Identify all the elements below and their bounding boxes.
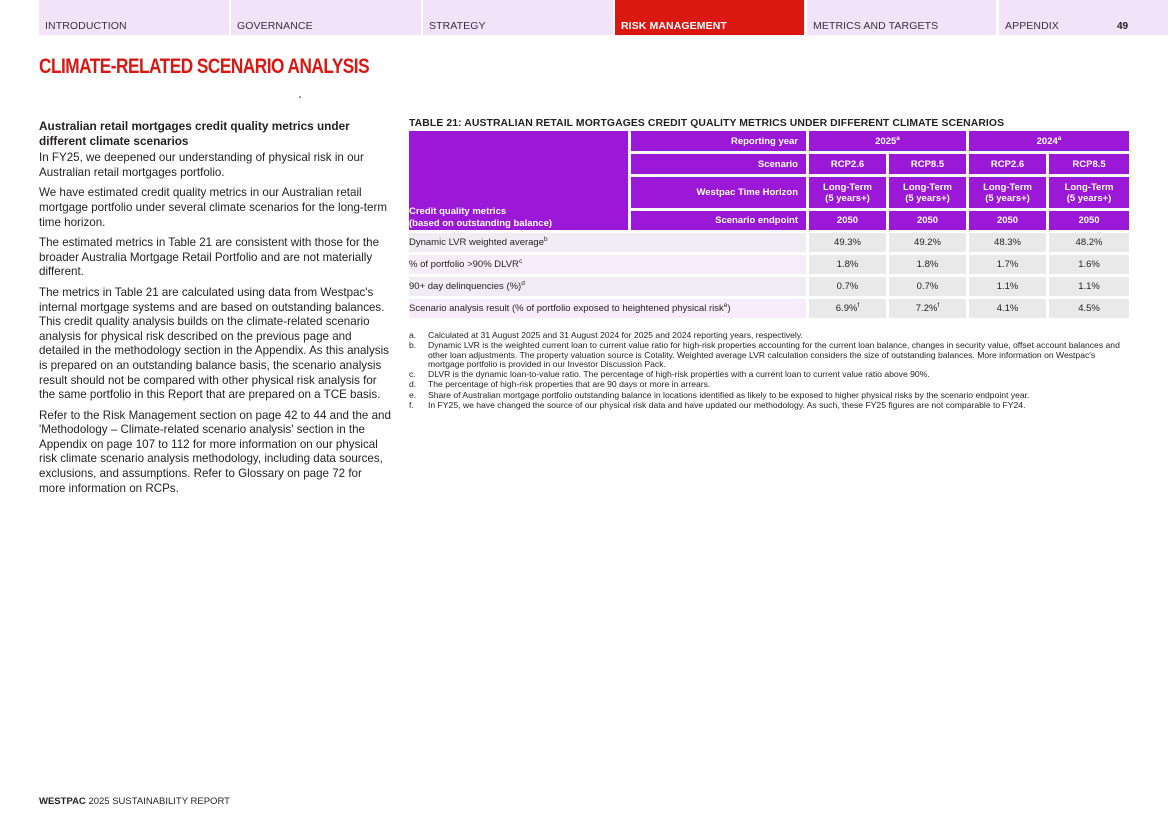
paragraph: The estimated metrics in Table 21 are consistent with those for the broader Australia Mortgage Retail Portfolio and are not materially different. bbox=[39, 236, 380, 279]
scenario-header: RCP2.6 bbox=[969, 154, 1049, 177]
scenario-header: RCP8.5 bbox=[1049, 154, 1129, 177]
left-column bbox=[39, 119, 391, 502]
tab-metrics-and-targets[interactable]: METRICS AND TARGETS bbox=[807, 0, 996, 35]
endpoint-header: 2050 bbox=[809, 211, 889, 233]
table-row bbox=[409, 255, 1129, 277]
decorative-dot bbox=[299, 96, 301, 98]
table-cell: 7.2%$^f$ bbox=[889, 299, 969, 321]
paragraph: The metrics in Table 21 are calculated using data from Westpac's internal mortgage systems and are based on outstanding balances. This credit quality analysis builds on the climate-related scenario analysis for physical risk described on the previous page and detailed in the methodology section in the Appendix. As this analysis is prepared on an outstanding balance basis, the scenario analysis result should not be compared with other physical risk analysis for the same portfolio in this Report that are prepared on a TCE basis. bbox=[39, 285, 389, 402]
table-cell: 48.2% bbox=[1049, 233, 1129, 255]
page-number: 49 bbox=[1117, 21, 1129, 32]
endpoint-header: 2050 bbox=[969, 211, 1049, 233]
table-row bbox=[409, 233, 1129, 255]
footer-brand: WESTPAC bbox=[39, 796, 86, 807]
table-cell: 49.3% bbox=[809, 233, 889, 255]
row-label: Dynamic LVR weighted average$^b$ bbox=[409, 233, 809, 255]
table-cell: 1.8% bbox=[809, 255, 889, 277]
tab-strategy[interactable]: STRATEGY bbox=[423, 0, 613, 35]
table-cell: 49.2% bbox=[889, 233, 969, 255]
table-cell: 0.7% bbox=[889, 277, 969, 299]
row-label: Scenario analysis result (% of portfolio exposed to heightened physical risk$^e$) bbox=[409, 299, 809, 321]
table-cell: 48.3% bbox=[969, 233, 1049, 255]
footnote: b. Dynamic LVR is the weighted current loan to current value ratio for high-risk properties accounting for the current loan balance, changes in security value, offset account balances and other loan adjustments. The property valuation source is Cotality. Weighted average LVR calculation considers the size of outstanding balances. More information on Westpac's mortgage portfolio is provided in our Investor Discussion Pack. bbox=[409, 340, 1120, 370]
table-cell: 0.7% bbox=[809, 277, 889, 299]
page-title: CLIMATE-RELATED SCENARIO ANALYSIS bbox=[39, 55, 370, 78]
footnote: e. Share of Australian mortgage portfolio outstanding balance in locations identified as likely to be exposed to higher physical risks by the scenario endpoint year. bbox=[409, 389, 1030, 400]
table-corner-label bbox=[409, 131, 631, 233]
paragraph: In FY25, we deepened our understanding of physical risk in our Australian retail mortgages portfolio. bbox=[39, 151, 364, 179]
paragraph: Refer to the Risk Management section on page 42 to 44 and the and 'Methodology – Climate-related scenario analysis' section in the Appendix on page 107 to 112 for more information on our physical risk climate scenario analysis methodology, including data sources, exclusions, and assumptions. Refer to Glossary on page 72 for more information on RCPs. bbox=[39, 408, 391, 495]
table-title: TABLE 21: AUSTRALIAN RETAIL MORTGAGES CREDIT QUALITY METRICS UNDER DIFFERENT CLIMATE SCENARIOS bbox=[409, 118, 1005, 129]
row-label: % of portfolio >90% DLVR$^c$ bbox=[409, 255, 809, 277]
table-cell: 1.1% bbox=[969, 277, 1049, 299]
tab-appendix[interactable]: APPENDIX bbox=[999, 0, 1168, 35]
year-header: 2024$^a$ bbox=[969, 131, 1129, 154]
header-row-reporting-year bbox=[409, 131, 1129, 154]
footnote: d. The percentage of high-risk properties that are 90 days or more in arrears. bbox=[409, 379, 711, 390]
horizon-header: Long-Term (5 years+) bbox=[889, 177, 969, 211]
table-cell: 1.7% bbox=[969, 255, 1049, 277]
table-cell: 4.1% bbox=[969, 299, 1049, 321]
corner-label-line1: Credit quality metrics bbox=[409, 206, 507, 217]
table-cell: 1.6% bbox=[1049, 255, 1129, 277]
paragraph: We have estimated credit quality metrics in our Australian retail mortgage portfolio under several climate scenarios for the long-term time horizon. bbox=[39, 186, 387, 229]
header-label: Scenario bbox=[631, 154, 809, 177]
credit-quality-table bbox=[409, 131, 1129, 321]
footnote: c. DLVR is the dynamic loan-to-value ratio. The percentage of high-risk properties with a current loan to current value ratio above 90%. bbox=[409, 369, 930, 380]
table-cell: 4.5% bbox=[1049, 299, 1129, 321]
tab-introduction[interactable]: INTRODUCTION bbox=[39, 0, 229, 35]
table-footnotes bbox=[409, 331, 1131, 411]
footer-report-name: 2025 SUSTAINABILITY REPORT bbox=[88, 796, 230, 807]
tab-risk-management[interactable]: RISK MANAGEMENT bbox=[615, 0, 804, 35]
header-label: Reporting year bbox=[631, 131, 809, 154]
table-cell: 6.9%$^f$ bbox=[809, 299, 889, 321]
section-heading: Australian retail mortgages credit quality metrics under different climate scenarios bbox=[39, 119, 350, 148]
header-label: Scenario endpoint bbox=[631, 211, 809, 233]
footer bbox=[39, 796, 230, 807]
top-navigation bbox=[0, 0, 1168, 35]
footnote: f. In FY25, we have changed the source of our physical risk data and have updated our methodology. As such, these FY25 figures are not comparable to FY24. bbox=[409, 399, 1026, 410]
endpoint-header: 2050 bbox=[889, 211, 969, 233]
table-row bbox=[409, 299, 1129, 321]
footnote: a. Calculated at 31 August 2025 and 31 August 2024 for 2025 and 2024 reporting years, respectively. bbox=[409, 330, 803, 340]
table-cell: 1.8% bbox=[889, 255, 969, 277]
corner-label-line2: (based on outstanding balance) bbox=[409, 218, 553, 229]
horizon-header: Long-Term (5 years+) bbox=[809, 177, 889, 211]
endpoint-header: 2050 bbox=[1049, 211, 1129, 233]
horizon-header: Long-Term (5 years+) bbox=[969, 177, 1049, 211]
scenario-header: RCP8.5 bbox=[889, 154, 969, 177]
table-row bbox=[409, 277, 1129, 299]
table-cell: 1.1% bbox=[1049, 277, 1129, 299]
header-label: Westpac Time Horizon bbox=[631, 177, 809, 211]
year-header: 2025$^a$ bbox=[809, 131, 969, 154]
row-label: 90+ day delinquencies (%)$^d$ bbox=[409, 277, 809, 299]
horizon-header: Long-Term (5 years+) bbox=[1049, 177, 1129, 211]
scenario-header: RCP2.6 bbox=[809, 154, 889, 177]
tab-governance[interactable]: GOVERNANCE bbox=[231, 0, 421, 35]
